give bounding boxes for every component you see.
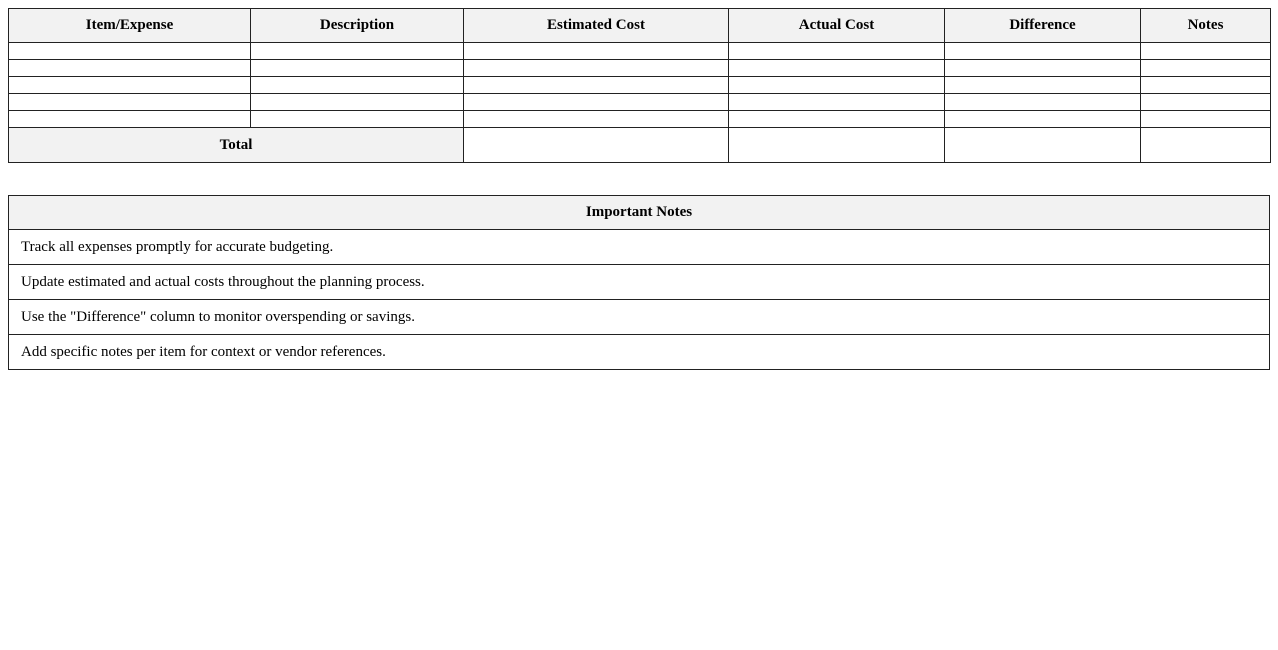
notes-header-row bbox=[9, 196, 1270, 230]
note-row bbox=[9, 300, 1270, 335]
description-cell[interactable] bbox=[251, 43, 464, 60]
item-expense-cell[interactable] bbox=[9, 94, 251, 111]
table-row bbox=[9, 43, 1271, 60]
note-item: Update estimated and actual costs throughout the planning process. bbox=[9, 265, 1270, 300]
item-expense-cell[interactable] bbox=[9, 43, 251, 60]
difference-cell[interactable] bbox=[945, 94, 1141, 111]
notes-cell[interactable] bbox=[1141, 111, 1271, 128]
note-row bbox=[9, 265, 1270, 300]
header-estimated-cost: Estimated Cost bbox=[464, 9, 729, 43]
difference-cell[interactable] bbox=[945, 60, 1141, 77]
note-item: Add specific notes per item for context or vendor references. bbox=[9, 335, 1270, 370]
actual-cost-cell[interactable] bbox=[729, 94, 945, 111]
notes-title: Important Notes bbox=[9, 196, 1270, 230]
actual-cost-cell[interactable] bbox=[729, 77, 945, 94]
actual-cost-cell[interactable] bbox=[729, 43, 945, 60]
table-row bbox=[9, 77, 1271, 94]
description-cell[interactable] bbox=[251, 111, 464, 128]
description-cell[interactable] bbox=[251, 94, 464, 111]
total-notes-cell[interactable] bbox=[1141, 128, 1271, 163]
header-item-expense: Item/Expense bbox=[9, 9, 251, 43]
estimated-cost-cell[interactable] bbox=[464, 94, 729, 111]
actual-cost-cell[interactable] bbox=[729, 60, 945, 77]
table-row bbox=[9, 60, 1271, 77]
notes-cell[interactable] bbox=[1141, 94, 1271, 111]
description-cell[interactable] bbox=[251, 77, 464, 94]
note-item: Use the "Difference" column to monitor overspending or savings. bbox=[9, 300, 1270, 335]
item-expense-cell[interactable] bbox=[9, 60, 251, 77]
estimated-cost-cell[interactable] bbox=[464, 43, 729, 60]
important-notes-table bbox=[8, 195, 1270, 370]
item-expense-cell[interactable] bbox=[9, 111, 251, 128]
header-actual-cost: Actual Cost bbox=[729, 9, 945, 43]
difference-cell[interactable] bbox=[945, 111, 1141, 128]
total-difference-cell[interactable] bbox=[945, 128, 1141, 163]
difference-cell[interactable] bbox=[945, 43, 1141, 60]
note-row bbox=[9, 335, 1270, 370]
notes-cell[interactable] bbox=[1141, 60, 1271, 77]
table-row bbox=[9, 94, 1271, 111]
header-notes: Notes bbox=[1141, 9, 1271, 43]
note-row bbox=[9, 230, 1270, 265]
estimated-cost-cell[interactable] bbox=[464, 77, 729, 94]
notes-cell[interactable] bbox=[1141, 77, 1271, 94]
total-actual-cost-cell[interactable] bbox=[729, 128, 945, 163]
total-row bbox=[9, 128, 1271, 163]
difference-cell[interactable] bbox=[945, 77, 1141, 94]
description-cell[interactable] bbox=[251, 60, 464, 77]
estimated-cost-cell[interactable] bbox=[464, 111, 729, 128]
budget-header-row bbox=[9, 9, 1271, 43]
header-description: Description bbox=[251, 9, 464, 43]
item-expense-cell[interactable] bbox=[9, 77, 251, 94]
total-label: Total bbox=[9, 128, 464, 163]
actual-cost-cell[interactable] bbox=[729, 111, 945, 128]
estimated-cost-cell[interactable] bbox=[464, 60, 729, 77]
budget-table bbox=[8, 8, 1271, 163]
header-difference: Difference bbox=[945, 9, 1141, 43]
page-content bbox=[8, 8, 1270, 370]
note-item: Track all expenses promptly for accurate budgeting. bbox=[9, 230, 1270, 265]
notes-cell[interactable] bbox=[1141, 43, 1271, 60]
total-estimated-cost-cell[interactable] bbox=[464, 128, 729, 163]
table-row bbox=[9, 111, 1271, 128]
